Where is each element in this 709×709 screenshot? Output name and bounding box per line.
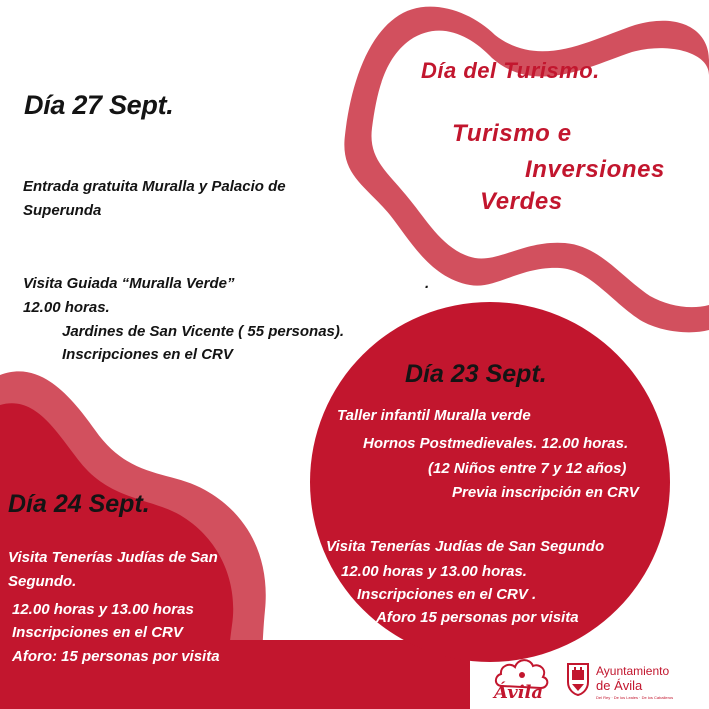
day24-capacity: Aforo: 15 personas por visita [12,648,220,665]
day23-workshop-kids: (12 Niños entre 7 y 12 años) [428,460,627,477]
day23-visit-capacity: Aforo 15 personas por visita [376,609,579,626]
day23-heading: Día 23 Sept. [405,360,547,388]
day24-times: 12.00 horas y 13.00 horas [12,601,194,618]
day24-signup: Inscripciones en el CRV [12,624,183,641]
day23-workshop-place: Hornos Postmedievales. 12.00 horas. [363,435,629,452]
title-line-2: Turismo e [452,120,572,147]
day27-time: 12.00 horas. [23,299,110,316]
day24-heading: Día 24 Sept. [8,490,150,518]
day27-heading: Día 27 Sept. [24,90,174,120]
ayto-tagline: Del Rey · De los Leales · De los Caballeros [596,695,674,700]
day27-free-entry-line2: Superunda [23,202,102,219]
avila-logo [490,652,554,704]
avila-logo-text: Ávila [494,682,544,703]
day23-workshop-title: Taller infantil Muralla verde [337,407,531,424]
title-line-1: Día del Turismo. [421,58,600,83]
day24-visit-title-line1: Visita Tenerías Judías de San [8,549,218,566]
ayuntamiento-logo [566,658,706,706]
day27-place: Jardines de San Vicente ( 55 personas). [62,323,345,340]
day27-free-entry-line1: Entrada gratuita Muralla y Palacio de [23,178,286,195]
day23-visit-title: Visita Tenerías Judías de San Segundo [326,538,605,555]
day23-visit-times: 12.00 horas y 13.00 horas. [341,563,527,580]
red-circle [310,302,670,662]
ayto-line2: de Ávila [596,678,643,693]
day24-visit-title-line2: Segundo. [8,573,77,590]
day23-workshop-signup: Previa inscripción en CRV [452,484,639,501]
day27-signup: Inscripciones en el CRV [62,346,233,363]
ayto-line1: Ayuntamiento [596,664,670,678]
day27-dot: . [425,275,430,292]
coat-of-arms-icon [566,662,590,696]
title-line-4: Verdes [480,188,563,215]
day27-visit-title: Visita Guiada “Muralla Verde” [23,275,235,292]
title-line-3: Inversiones [525,156,665,183]
day23-visit-signup: Inscripciones en el CRV . [357,586,537,603]
